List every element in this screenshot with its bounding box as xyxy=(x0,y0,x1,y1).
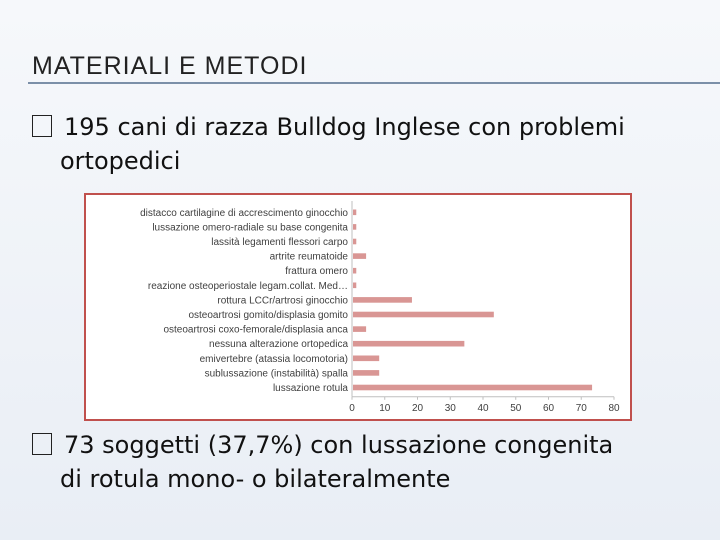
bar xyxy=(353,253,366,259)
category-label: osteoartrosi coxo-femorale/displasia anca xyxy=(163,324,348,336)
bullet-1-line2: ortopedici xyxy=(60,147,181,175)
category-label: lussazione omero-radiale su base congenita xyxy=(152,222,348,234)
bullet-2-line2: di rotula mono- o bilateralmente xyxy=(60,465,451,493)
slide-title: MATERIALI E METODI xyxy=(32,52,308,80)
x-tick-label: 60 xyxy=(542,402,555,414)
bar xyxy=(353,326,366,332)
category-label: nessuna alterazione ortopedica xyxy=(209,339,348,351)
category-label: sublussazione (instabilità) spalla xyxy=(204,368,348,380)
x-tick-label: 70 xyxy=(575,402,587,414)
category-label: emivertebre (atassia locomotoria) xyxy=(199,353,348,365)
x-tick-label: 40 xyxy=(477,402,489,414)
bullet-1 xyxy=(32,110,712,178)
bullet-1-line1: 195 cani di razza Bulldog Inglese con problemi xyxy=(64,113,625,141)
x-tick-label: 0 xyxy=(349,402,355,414)
x-tick-label: 30 xyxy=(444,402,456,414)
chart-frame xyxy=(84,193,632,421)
bar xyxy=(353,283,356,289)
category-label: lussazione rotula xyxy=(272,383,348,394)
bar xyxy=(353,224,356,230)
x-tick-label: 10 xyxy=(379,402,391,414)
bullet-2-line1: 73 soggetti (37,7%) con lussazione congenita xyxy=(64,431,614,459)
category-label: distacco cartilagine di accrescimento ginocchio xyxy=(140,207,348,219)
category-label: osteoartrosi gomito/displasia gomito xyxy=(188,310,348,321)
category-label: artrite reumatoide xyxy=(269,251,348,263)
bar xyxy=(353,297,412,303)
category-label: frattura omero xyxy=(285,266,348,278)
bar xyxy=(353,341,464,347)
bullet-2 xyxy=(32,428,712,496)
x-tick-label: 20 xyxy=(411,402,424,414)
bullet-box-icon xyxy=(32,433,52,455)
bar xyxy=(353,312,494,318)
bar xyxy=(353,370,379,376)
bar-chart xyxy=(86,195,630,419)
bar xyxy=(353,268,356,274)
bar xyxy=(353,239,356,245)
x-tick-label: 80 xyxy=(608,402,620,414)
bullet-box-icon xyxy=(32,115,52,137)
bar xyxy=(353,385,592,391)
bar xyxy=(353,210,356,216)
title-underline xyxy=(28,82,720,84)
bar xyxy=(353,356,379,362)
category-label: rottura LCCr/artrosi ginocchio xyxy=(217,295,348,307)
category-label: reazione osteoperiostale legam.collat. Med… xyxy=(147,280,348,292)
x-tick-label: 50 xyxy=(510,402,522,414)
category-label: lassità legamenti flessori carpo xyxy=(211,237,348,248)
